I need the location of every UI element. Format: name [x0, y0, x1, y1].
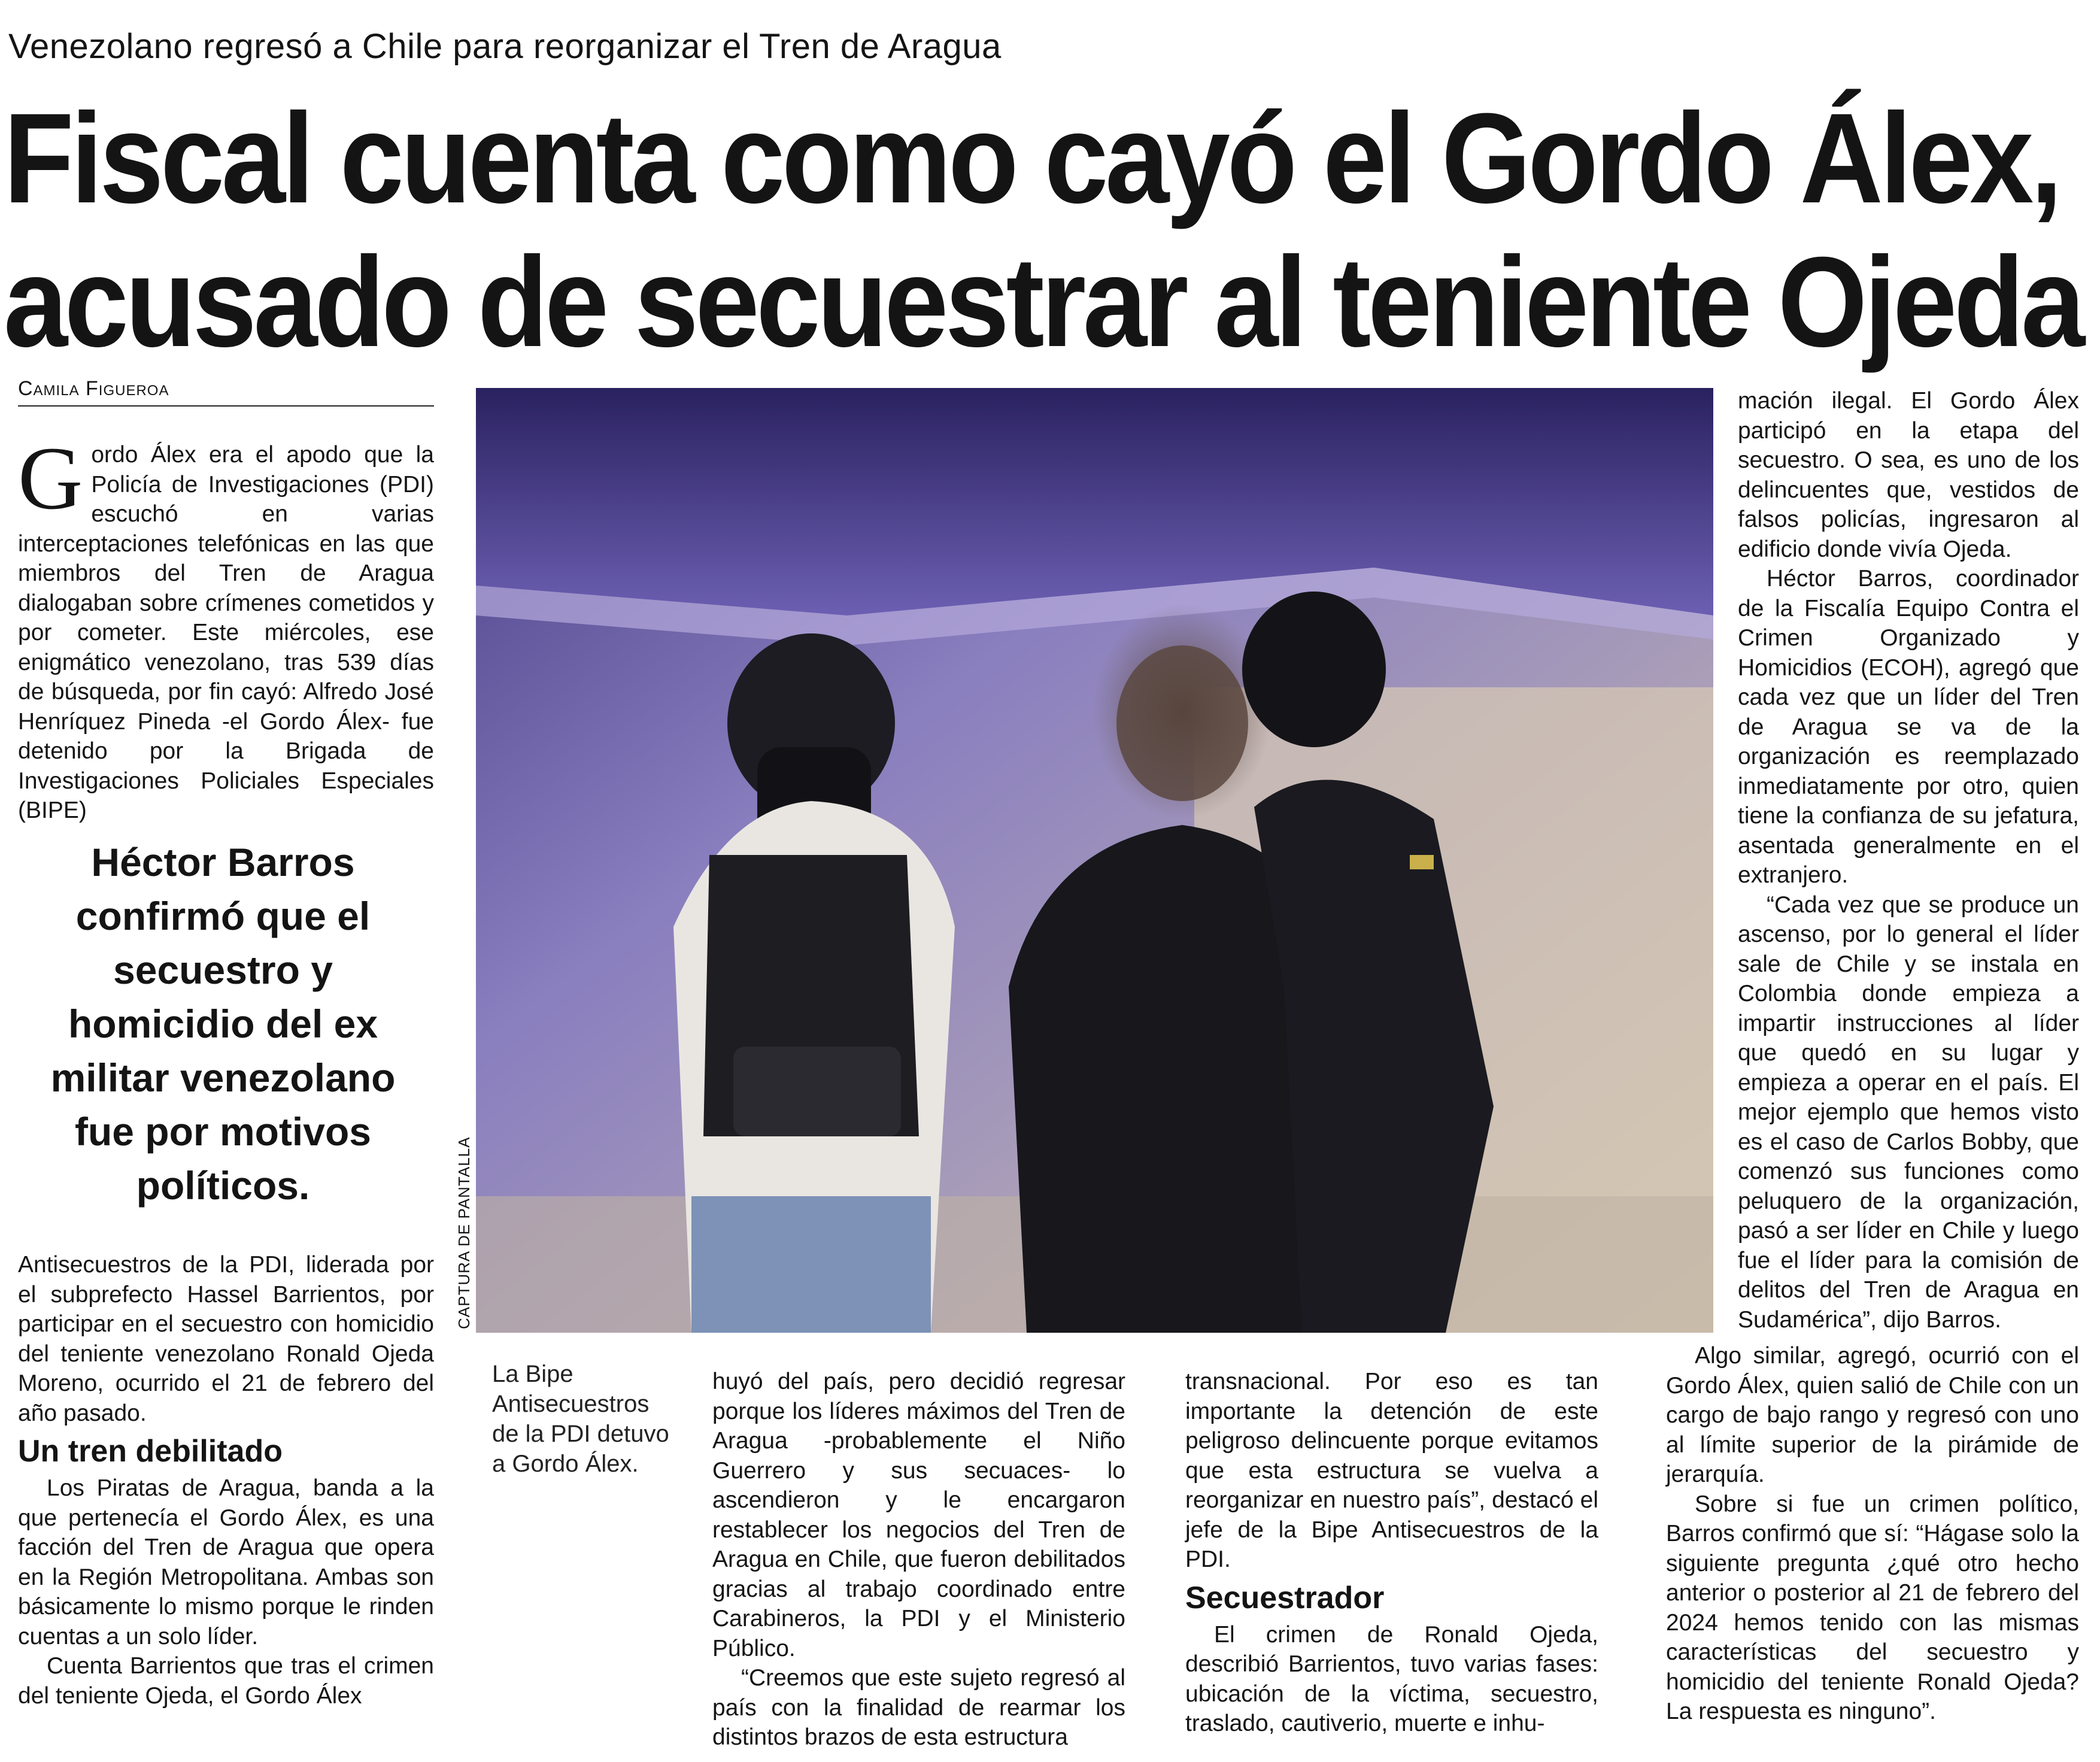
photo-caption: La Bipe Antisecuestros de la PDI detuvo a Gordo Álex. — [492, 1361, 669, 1477]
pull-quote: Héctor Barros confirmó que el secuestro y homicidio del ex militar venezolano fue por motivos políticos. — [50, 840, 396, 1208]
paragraph: Sobre si fue un crimen político, Barros confirmó que sí: “Hágase solo la siguiente pregunta ¿qué otro hecho anterior o posterior al 21 de febrero del 2024 hemos tenido con las mismas características del secuestro y homicidio del teniente Ronald Ojeda? La respuesta es ninguno”. — [1666, 1491, 2079, 1724]
paragraph: mación ilegal. El Gordo Álex participó en la etapa del secuestro. O sea, es uno de los delincuentes que, vestidos de falsos policías, ingresaron al edificio donde vivía Ojeda. — [1738, 388, 2079, 562]
subhead-secuestrador: Secuestrador — [1185, 1580, 1385, 1615]
kicker: Venezolano regresó a Chile para reorganizar el Tren de Aragua — [8, 27, 1002, 66]
paragraph: Héctor Barros, coordinador de la Fiscalía Equipo Contra el Crimen Organizado y Homicidios (ECOH), agregó que cada vez que un líder del Tren de Aragua se va de la organización es reemplazado inmediatamente por otro, quien tiene la confianza de su jefatura, asentada generalmente en el extranjero. — [1738, 566, 2079, 888]
lead-text: ordo Álex era el apodo que la Policía de Investigaciones (PDI) escuchó en varias interceptaciones telefónicas en las que miembros del Tren de Aragua dialogaban sobre crímenes cometidos y por cometer. Este miércoles, ese enigmático venezolano, tras 539 días de búsqueda, por fin cayó: Alfredo José Henríquez Pineda -el Gordo Álex- fue detenido por la Brigada de Investigaciones Policiales Especiales (BIPE) — [18, 442, 434, 823]
column-1-top — [18, 429, 434, 826]
photo-illustration — [476, 388, 1713, 1333]
headline-line-1: Fiscal cuenta como cayó el Gordo Álex, — [4, 87, 2059, 230]
byline-name: Camila Figueroa — [18, 377, 169, 400]
byline — [18, 377, 434, 407]
paragraph: Antisecuestros de la PDI, liderada por el subprefecto Hassel Barrientos, por participar en el secuestro con homicidio del teniente venezolano Ronald Ojeda Moreno, ocurrido el 21 de febrero del año pasado. — [18, 1252, 434, 1426]
paragraph: Los Piratas de Aragua, banda a la que pertenecía el Gordo Álex, es una facción del Tren de Aragua que opera en la Región Metropolitana. Ambas son básicamente lo mismo porque le rinden cuentas a un solo líder. — [18, 1475, 434, 1649]
photo-credit-text: CAPTURA DE PANTALLA — [455, 1136, 473, 1329]
paragraph: huyó del país, pero decidió regresar porque los líderes máximos del Tren de Aragua -probablemente el Niño Guerrero y sus secuaces- lo ascendieron y le encargaron restablecer los negocios del Tren de Aragua en Chile, que fueron debilitados gracias al trabajo coordinado entre Carabineros, la PDI y el Ministerio Público. — [712, 1369, 1125, 1661]
subhead-un-tren-debilitado: Un tren debilitado — [18, 1434, 283, 1469]
paragraph: Cuenta Barrientos que tras el crimen del teniente Ojeda, el Gordo Álex — [18, 1653, 434, 1709]
column-1-bottom — [18, 1250, 434, 1711]
photo-credit — [455, 1136, 479, 1329]
headline-line-2: acusado de secuestrar al teniente Ojeda — [4, 231, 2082, 374]
column-4 — [1738, 386, 2079, 1335]
column-5 — [1666, 1341, 2079, 1727]
drop-cap: G — [18, 429, 83, 528]
paragraph: transnacional. Por eso es tan importante la detención de este peligroso delincuente porque evitamos que esta estructura se vuelva a reorganizar en nuestro país”, destacó el jefe de la Bipe Antisecuestros de la PDI. — [1185, 1369, 1598, 1572]
paragraph: “Creemos que este sujeto regresó al país con la finalidad de rearmar los distintos brazos de esta estructura — [712, 1665, 1125, 1750]
news-photo — [476, 388, 1713, 1333]
column-2 — [712, 1367, 1125, 1752]
paragraph: El crimen de Ronald Ojeda, describió Barrientos, tuvo varias fases: ubicación de la víctima, secuestro, traslado, cautiverio, muerte e inhu- — [1185, 1621, 1598, 1736]
lead-paragraph — [18, 429, 434, 826]
paragraph: Algo similar, agregó, ocurrió con el Gordo Álex, quien salió de Chile con un cargo de bajo rango y regresó con uno al límite superior de la pirámide de jerarquía. — [1666, 1343, 2079, 1487]
paragraph: “Cada vez que se produce un ascenso, por lo general el líder sale de Chile y se instala en Colombia donde empieza a impartir instrucciones al líder que quedó en su lugar y empieza a operar en el país. El mejor ejemplo que hemos visto es el caso de Carlos Bobby, que comenzó sus funciones como peluquero de la organización, pasó a ser líder en Chile y luego fue el líder para la comisión de delitos del Tren de Aragua en Sudamérica”, dijo Barros. — [1738, 891, 2079, 1333]
column-3 — [1185, 1367, 1598, 1739]
headline — [4, 87, 2082, 374]
